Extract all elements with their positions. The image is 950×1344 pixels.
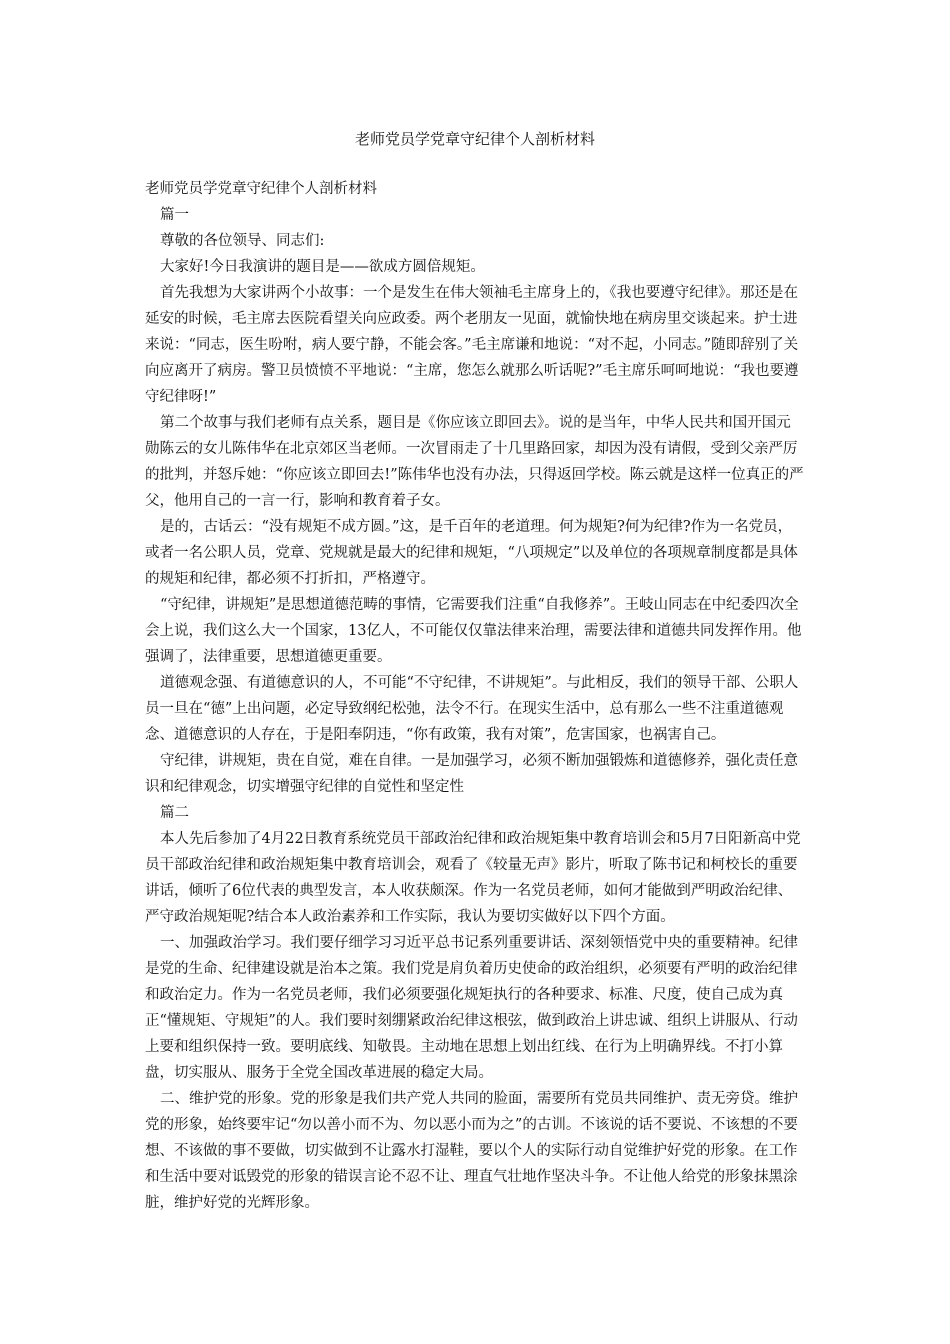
paragraph: 大家好!今日我演讲的题目是——欲成方圆倍规矩。 [160,259,485,275]
document-title: 老师党员学党章守纪律个人剖析材料 [354,130,595,148]
paragraph: 第二个故事与我们老师有点关系，题目是《你应该立即回去》。说的是当年，中华人民共和国开国元勋陈云的女儿陈伟华在北京郊区当老师。一次冒雨走了十几里路回家，却因为没有请假，受到父亲严厉的批判，并怒斥她：“你应该立即回去!”陈伟华也没有办法，只得返回学校。陈云就是这样一位真正的严父，他用自己的一言一行，影响和教育着子女。 [145,415,804,509]
paragraph: 是的，古话云：“没有规矩不成方圆。”这，是千百年的老道理。何为规矩?何为纪律?作为一名党员，或者一名公职人员，党章、党规就是最大的纪律和规矩，“八项规定”以及单位的各项规章制度都是具体的规矩和纪律，都必须不打折扣，严格遵守。 [145,519,798,587]
paragraph-salutation: 尊敬的各位领导、同志们: [160,233,325,249]
paragraph: 二、维护党的形象。党的形象是我们共产党人共同的脸面，需要所有党员共同维护、责无旁贷。维护党的形象，始终要牢记“勿以善小而不为、勿以恶小而为之”的古训。不该说的话不要说、不该想的不要想、不该做的事不要做，切实做到不让露水打湿鞋，要以个人的实际行动自觉维护好党的形象。在工作和生活中要对诋毁党的形象的错误言论不忍不让、理直气壮地作坚决斗争。不让他人给党的形象抹黑涂脏，维护好党的光辉形象。 [145,1091,798,1211]
paragraph: 一、加强政治学习。我们要仔细学习习近平总书记系列重要讲话、深刻领悟党中央的重要精神。纪律是党的生命、纪律建设就是治本之策。我们党是肩负着历史使命的政治组织，必须要有严明的政治纪律和政治定力。作为一名党员老师，我们必须要强化规矩执行的各种要求、标准、尺度，使自己成为真正“懂规矩、守规矩”的人。我们要时刻绷紧政治纪律这根弦，做到政治上讲忠诚、组织上讲服从、行动上要和组织保持一致。要明底线、知敬畏。主动地在思想上划出红线、在行为上明确界线。不打小算盘，切实服从、服务于全党全国改革进展的稳定大局。 [145,935,798,1081]
paragraph: “守纪律，讲规矩”是思想道德范畴的事情，它需要我们注重“自我修养”。王岐山同志在中纪委四次全会上说，我们这么大一个国家，13亿人，不可能仅仅靠法律来治理，需要法律和道德共同发挥作用。他强调了，法律重要，思想道德更重要。 [145,597,802,665]
paragraph: 本人先后参加了4月22日教育系统党员干部政治纪律和政治规矩集中教育培训会和5月7日阳新高中党员干部政治纪律和政治规矩集中教育培训会，观看了《较量无声》影片，听取了陈书记和柯校长的重要讲话，倾听了6位代表的典型发言，本人收获颇深。作为一名党员老师，如何才能做到严明政治纪律、严守政治规矩呢?结合本人政治素养和工作实际，我认为要切实做好以下四个方面。 [145,831,801,925]
paragraph: 守纪律，讲规矩，贵在自觉，难在自律。一是加强学习，必须不断加强锻炼和道德修养，强化责任意识和纪律观念，切实增强守纪律的自觉性和坚定性 [145,753,798,795]
section-heading-1: 篇一 [160,207,189,223]
document-body [145,176,805,1216]
document-subtitle: 老师党员学党章守纪律个人剖析材料 [145,181,377,197]
paragraph: 道德观念强、有道德意识的人，不可能“不守纪律，不讲规矩”。与此相反，我们的领导干部、公职人员一旦在“德”上出问题，必定导致纲纪松弛，法令不行。在现实生活中，总有那么一些不注重道德观念、道德意识的人存在，于是阳奉阴违，“你有政策，我有对策”，危害国家，也祸害自己。 [145,675,799,743]
section-heading-2: 篇二 [160,805,189,821]
paragraph: 首先我想为大家讲两个小故事：一个是发生在伟大领袖毛主席身上的，《我也要遵守纪律》。那还是在延安的时候，毛主席去医院看望关向应政委。两个老朋友一见面，就愉快地在病房里交谈起来。护士进来说：“同志，医生吩咐，病人要宁静，不能会客。”毛主席谦和地说：“对不起，小同志。”随即辞别了关向应离开了病房。警卫员愤愤不平地说：“主席，您怎么就那么听话呢?”毛主席乐呵呵地说：“我也要遵守纪律呀!” [145,285,799,405]
